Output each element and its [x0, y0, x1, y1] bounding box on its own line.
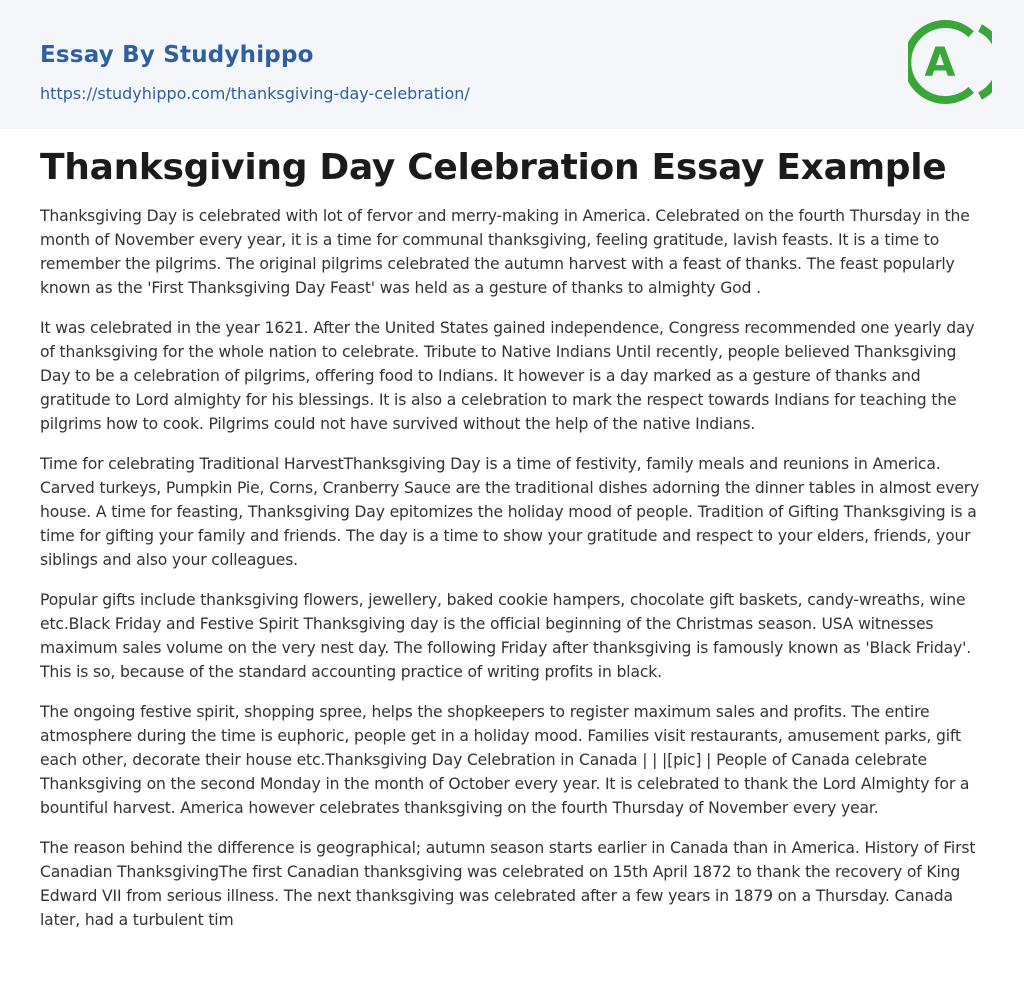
- paragraph-4: Popular gifts include thanksgiving flowers, jewellery, baked cookie hampers, chocolate gift baskets, candy-wreaths, wine etc.Black Friday and Festive Spirit Thanksgiving day is the official beginning of the Christmas season. USA witnesses maximum sales volume on the very nest day. The following Friday after thanksgiving is famously known as 'Black Friday'. This is so, because of the standard accounting practice of writing profits in black.: [40, 591, 972, 681]
- paragraph-5: The ongoing festive spirit, shopping spree, helps the shopkeepers to register maximum sales and profits. The entire atmosphere during the time is euphoric, people get in a holiday mood. Families visit restaurants, amusement parks, gift each other, decorate their house etc.Thanksgiving Day Celebration in Canada | | |[pic] | People of Canada celebrate Thanksgiving on the second Monday in the month of October every year. It is celebrated to thank the Lord Almighty for a bountiful harvest. America however celebrates thanksgiving on the fourth Thursday of November every year.: [40, 703, 970, 817]
- paragraph-1: Thanksgiving Day is celebrated with lot of fervor and merry-making in America. Celebrated on the fourth Thursday in the month of November every year, it is a time for communal thanksgiving, feeling gratitude, lavish feasts. It is a time to remember the pilgrims. The original pilgrims celebrated the autumn harvest with a feast of thanks. The feast popularly known as the 'First Thanksgiving Day Feast' was held as a gesture of thanks to almighty God .: [40, 207, 970, 297]
- logo-letter: A: [924, 40, 956, 86]
- paragraph-2: It was celebrated in the year 1621. After the United States gained independence, Congress recommended one yearly day of thanksgiving for the whole nation to celebrate. Tribute to Native Indians Until recently, people believed Thanksgiving Day to be a celebration of pilgrims, offering food to Indians. It however is a day marked as a gesture of thanks and gratitude to Lord almighty for his blessings. It is also a celebration to mark the respect towards Indians for teaching the pilgrims how to cook. Pilgrims could not have survived without the help of the native Indians.: [40, 319, 975, 433]
- article: [40, 140, 986, 948]
- paragraph-6: The reason behind the difference is geographical; autumn season starts earlier in Canada than in America. History of First Canadian ThanksgivingThe first Canadian thanksgiving was celebrated on 15th April 1872 to thank the recovery of King Edward VII from serious illness. The next thanksgiving was celebrated after a few years in 1879 on a Thursday. Canada later, had a turbulent tim: [40, 839, 976, 929]
- site-header: [0, 0, 1024, 129]
- article-url-link[interactable]: https://studyhippo.com/thanksgiving-day-celebration/: [40, 84, 470, 103]
- studyhippo-logo-icon[interactable]: [908, 18, 992, 106]
- brand-title[interactable]: Essay By Studyhippo: [40, 42, 314, 68]
- paragraph-3: Time for celebrating Traditional HarvestThanksgiving Day is a time of festivity, family meals and reunions in America. Carved turkeys, Pumpkin Pie, Corns, Cranberry Sauce are the traditional dishes adorning the dinner tables in almost every house. A time for feasting, Thanksgiving Day epitomizes the holiday mood of people. Tradition of Gifting Thanksgiving is a time for gifting your family and friends. The day is a time to show your gratitude and respect to your elders, friends, your siblings and also your colleagues.: [40, 455, 980, 569]
- page-title: Thanksgiving Day Celebration Essay Example: [40, 147, 947, 188]
